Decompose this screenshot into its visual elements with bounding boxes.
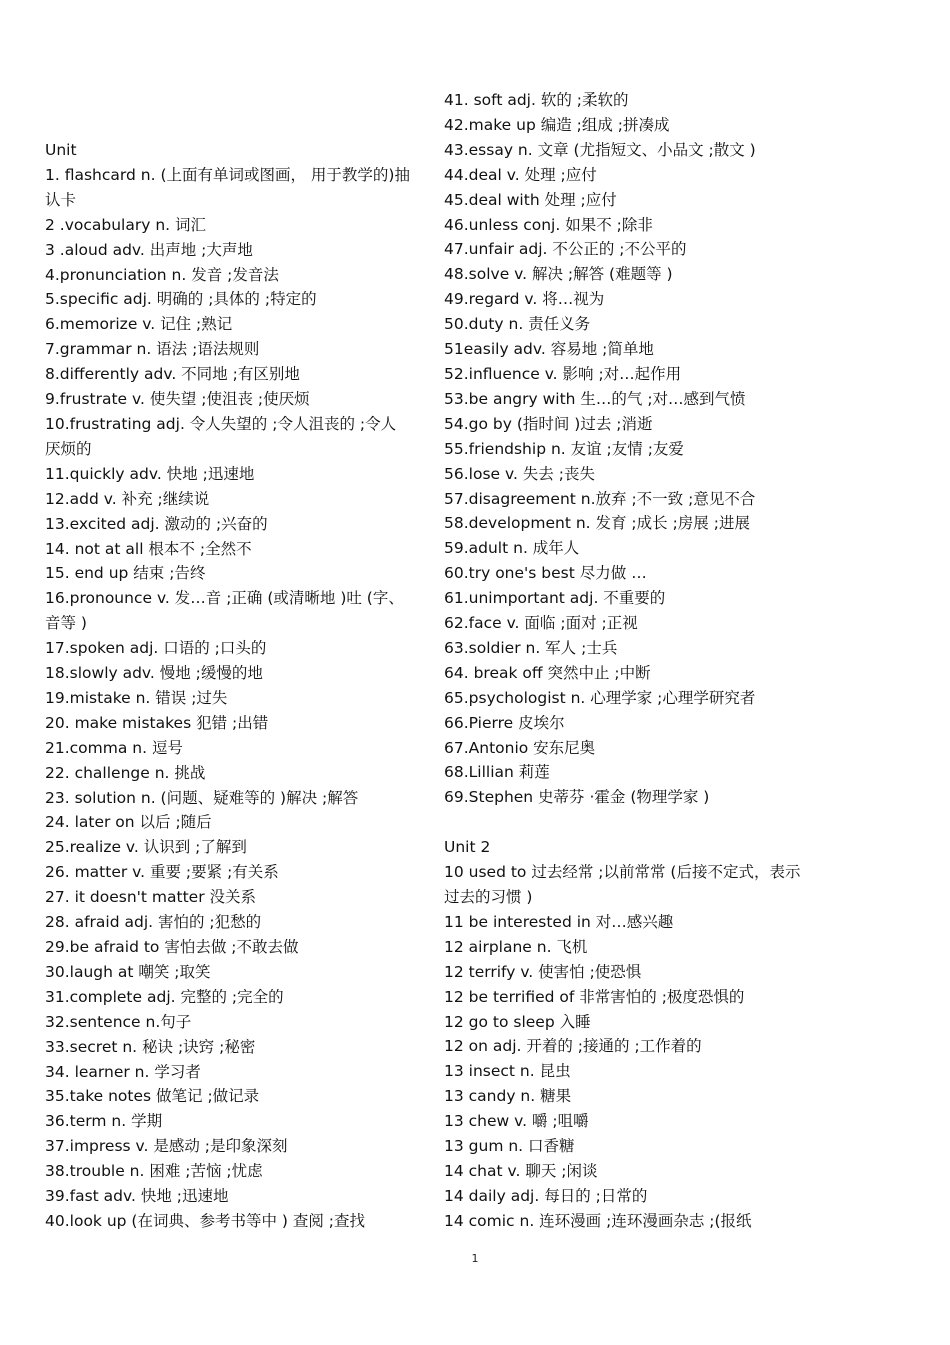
vocab-entry: 28. afraid adj. 害怕的 ;犯愁的 [45,913,262,932]
vocab-entry: 18.slowly adv. 慢地 ;缓慢的地 [45,664,263,683]
vocab-entry: 44.deal v. 处理 ;应付 [444,165,597,184]
vocab-entry: 26. matter v. 重要 ;要紧 ;有关系 [45,863,279,882]
section-gap [444,810,844,835]
vocab-list-left [45,163,425,1234]
vocab-entry: 6.memorize v. 记住 ;熟记 [45,315,233,334]
unit-2-heading: Unit 2 [444,838,491,857]
vocab-entry: 67.Antonio 安东尼奥 [444,738,596,757]
vocab-entry: 32.sentence n.句子 [45,1012,192,1031]
vocab-entry: 34. learner n. 学习者 [45,1062,201,1081]
vocab-entry: 52.influence v. 影响 ;对…起作用 [444,364,682,383]
vocab-entry: 47.unfair adj. 不公正的 ;不公平的 [444,240,687,259]
vocab-entry: 11 be interested in 对…感兴趣 [444,912,674,931]
vocab-entry: 5.specific adj. 明确的 ;具体的 ;特定的 [45,290,317,309]
vocab-entry: 39.fast adv. 快地 ;迅速地 [45,1187,229,1206]
right-column [444,88,844,1234]
vocab-list-right [444,88,844,810]
vocab-entry: 14. not at all 根本不 ;全然不 [45,539,252,558]
vocab-entry: 12.add v. 补充 ;继续说 [45,489,210,508]
vocab-entry: 7.grammar n. 语法 ;语法规则 [45,340,260,359]
left-column [45,138,425,1234]
vocab-entry: 14 comic n. 连环漫画 ;连环漫画杂志 ;(报纸 [444,1211,752,1230]
vocab-entry: 63.soldier n. 军人 ;士兵 [444,638,618,657]
vocab-entry: 60.try one's best 尽力做 … [444,564,647,583]
vocab-entry: 53.be angry with 生…的气 ;对…感到气愤 [444,389,746,408]
vocab-entry: 58.development n. 发育 ;成长 ;房展 ;进展 [444,514,750,533]
unit-heading: Unit [45,141,77,159]
vocab-entry: 13 candy n. 糖果 [444,1087,572,1106]
vocab-entry: 68.Lillian 莉莲 [444,763,550,782]
vocab-entry: 27. it doesn't matter 没关系 [45,888,256,907]
vocab-entry: 25.realize v. 认识到 ;了解到 [45,838,247,857]
vocab-entry: 15. end up 结束 ;告终 [45,564,206,583]
vocab-entry: 66.Pierre 皮埃尔 [444,713,565,732]
vocab-entry: 4.pronunciation n. 发音 ;发音法 [45,265,279,284]
vocab-entry: 12 go to sleep 入睡 [444,1012,591,1031]
vocab-list-unit2 [444,860,844,1234]
vocab-entry: 46.unless conj. 如果不 ;除非 [444,215,653,234]
vocab-entry: 12 be terrified of 非常害怕的 ;极度恐惧的 [444,987,745,1006]
vocab-entry: 61.unimportant adj. 不重要的 [444,589,666,608]
vocab-entry: 13 gum n. 口香糖 [444,1137,575,1156]
vocab-entry: 29.be afraid to 害怕去做 ;不敢去做 [45,938,299,956]
vocab-entry: 1. flashcard n. (上面有单词或图画， 用于教学的)抽认卡 [45,165,410,209]
vocab-entry: 22. challenge n. 挑战 [45,763,206,782]
vocab-entry: 9.frustrate v. 使失望 ;使沮丧 ;使厌烦 [45,390,310,409]
vocab-entry: 14 chat v. 聊天 ;闲谈 [444,1161,598,1180]
vocab-entry: 12 on adj. 开着的 ;接通的 ;工作着的 [444,1037,702,1056]
vocab-entry: 14 daily adj. 每日的 ;日常的 [444,1186,648,1205]
vocab-entry: 62.face v. 面临 ;面对 ;正视 [444,614,638,633]
vocab-entry: 59.adult n. 成年人 [444,539,580,558]
vocab-entry: 45.deal with 处理 ;应付 [444,190,617,209]
vocab-entry: 42.make up 编造 ;组成 ;拼凑成 [444,115,670,134]
vocab-entry: 21.comma n. 逗号 [45,738,183,757]
vocab-entry: 65.psychologist n. 心理学家 ;心理学研究者 [444,688,756,707]
vocab-entry: 64. break off 突然中止 ;中断 [444,663,651,682]
vocab-entry: 35.take notes 做笔记 ;做记录 [45,1087,260,1106]
vocab-entry: 10.frustrating adj. 令人失望的 ;令人沮丧的 ;令人厌烦的 [45,414,397,458]
vocab-entry: 43.essay n. 文章 (尤指短文、小品文 ;散文 ) [444,140,756,159]
vocab-entry: 48.solve v. 解决 ;解答 (难题等 ) [444,265,673,284]
vocab-entry: 55.friendship n. 友谊 ;友情 ;友爱 [444,439,684,458]
vocab-entry: 49.regard v. 将…视为 [444,290,605,309]
vocab-entry: 41. soft adj. 软的 ;柔软的 [444,91,629,109]
vocab-entry: 33.secret n. 秘诀 ;诀窍 ;秘密 [45,1037,256,1056]
vocab-entry: 24. later on 以后 ;随后 [45,813,212,832]
vocab-entry: 10 used to 过去经常 ;以前常常 (后接不定式，表示过去的习惯 ) [444,863,801,906]
vocab-entry: 12 airplane n. 飞机 [444,937,588,956]
vocab-entry: 23. solution n. (问题、疑难等的 )解决 ;解答 [45,788,359,807]
vocab-entry: 12 terrify v. 使害怕 ;使恐惧 [444,962,642,981]
vocab-entry: 13 insect n. 昆虫 [444,1062,571,1081]
vocab-entry: 20. make mistakes 犯错 ;出错 [45,713,269,732]
vocab-entry: 19.mistake n. 错误 ;过失 [45,688,228,707]
vocab-entry: 40.look up (在词典、参考书等中 ) 查阅 ;查找 [45,1211,366,1230]
vocab-entry: 13 chew v. 嚼 ;咀嚼 [444,1112,589,1131]
vocab-entry: 3 .aloud adv. 出声地 ;大声地 [45,240,253,259]
vocab-entry: 17.spoken adj. 口语的 ;口头的 [45,639,267,658]
vocab-entry: 31.complete adj. 完整的 ;完全的 [45,987,284,1006]
vocab-entry: 56.lose v. 失去 ;丧失 [444,464,595,483]
vocab-entry: 50.duty n. 责任义务 [444,315,591,334]
vocab-entry: 38.trouble n. 困难 ;苦恼 ;忧虑 [45,1162,263,1181]
vocab-entry: 36.term n. 学期 [45,1112,163,1131]
vocab-entry: 51easily adv. 容易地 ;简单地 [444,340,654,359]
vocab-entry: 11.quickly adv. 快地 ;迅速地 [45,464,255,483]
page-number: 1 [471,1252,479,1265]
vocab-entry: 69.Stephen 史蒂芬 ·霍金 (物理学家 ) [444,788,710,807]
vocab-entry: 13.excited adj. 激动的 ;兴奋的 [45,514,268,533]
vocab-entry: 54.go by (指时间 )过去 ;消逝 [444,414,653,433]
vocab-entry: 16.pronounce v. 发…音 ;正确 (或清晰地 )吐 (字、音等 ) [45,589,404,633]
vocab-entry: 2 .vocabulary n. 词汇 [45,215,207,234]
vocab-entry: 30.laugh at 嘲笑 ;取笑 [45,962,211,981]
vocab-entry: 57.disagreement n.放弃 ;不一致 ;意见不合 [444,489,756,508]
vocab-entry: 37.impress v. 是感动 ;是印象深刻 [45,1137,288,1156]
vocab-entry: 8.differently adv. 不同地 ;有区别地 [45,365,300,384]
